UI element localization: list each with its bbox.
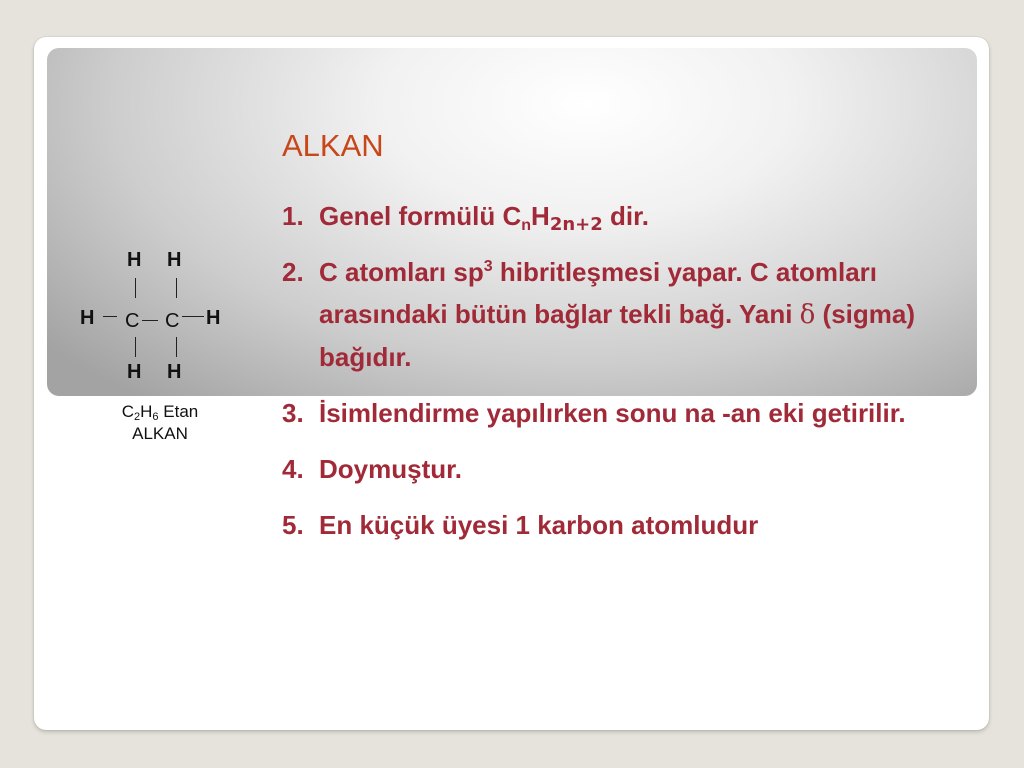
molecule-caption (100, 401, 220, 445)
atom-h-bottom-right: H (167, 361, 182, 383)
subscript: 2 (134, 411, 141, 423)
list-number: 5. (282, 510, 304, 540)
slide-title: ALKAN (282, 128, 384, 163)
list-number: 4. (282, 454, 304, 484)
list-number: 1. (282, 201, 304, 231)
list-text: Doymuştur. (319, 454, 463, 484)
text-fragment: hibritleşmesi yapar. C atomları arasındaki bütün bağlar tekli bağ. Yani (319, 257, 878, 329)
text-fragment: Etan (158, 402, 199, 421)
atom-h-right: H (206, 307, 221, 329)
text-fragment: (sigma) bağıdır. (319, 299, 916, 372)
bond-top-right (176, 278, 177, 298)
bond-top-left (135, 278, 136, 298)
atom-h-bottom-left: H (127, 361, 142, 383)
bond-bottom-right (176, 337, 177, 357)
bond-left (103, 316, 117, 317)
list-item-4 (282, 448, 942, 490)
subscript-n: n (521, 217, 532, 234)
subscript-2n-plus-2: 2n+2 (549, 214, 603, 235)
text-fragment: C atomları sp (319, 257, 484, 287)
list-item-2 (282, 251, 942, 378)
bullet-list (282, 195, 942, 560)
list-text (319, 251, 942, 378)
bond-right (182, 316, 204, 317)
superscript-3: 3 (483, 258, 493, 275)
text-fragment: dir. (602, 201, 650, 231)
atom-c-right: C (165, 310, 180, 332)
atom-h-left: H (80, 307, 95, 329)
atom-h-top-right: H (167, 249, 182, 271)
list-number: 2. (282, 257, 304, 287)
list-text (319, 195, 942, 237)
atom-c-left: C (125, 310, 140, 332)
list-text: En küçük üyesi 1 karbon atomludur (319, 510, 759, 540)
caption-class-line: ALKAN (132, 424, 188, 443)
list-item-5 (282, 504, 942, 546)
ethane-structure-diagram (70, 240, 240, 390)
text-fragment: H (531, 201, 550, 231)
list-item-1 (282, 195, 942, 237)
atom-h-top-left: H (127, 249, 142, 271)
subscript: 6 (152, 411, 159, 423)
list-text: İsimlendirme yapılırken sonu na -an eki getirilir. (319, 398, 906, 428)
text-fragment: C (121, 402, 135, 421)
caption-formula-line (100, 401, 220, 423)
bond-bottom-left (135, 337, 136, 357)
delta-symbol: δ (799, 300, 816, 330)
bond-c-c (142, 320, 158, 321)
list-item-3 (282, 392, 942, 434)
text-fragment: H (140, 402, 153, 421)
list-number: 3. (282, 398, 304, 428)
text-fragment: Genel formülü C (319, 201, 522, 231)
